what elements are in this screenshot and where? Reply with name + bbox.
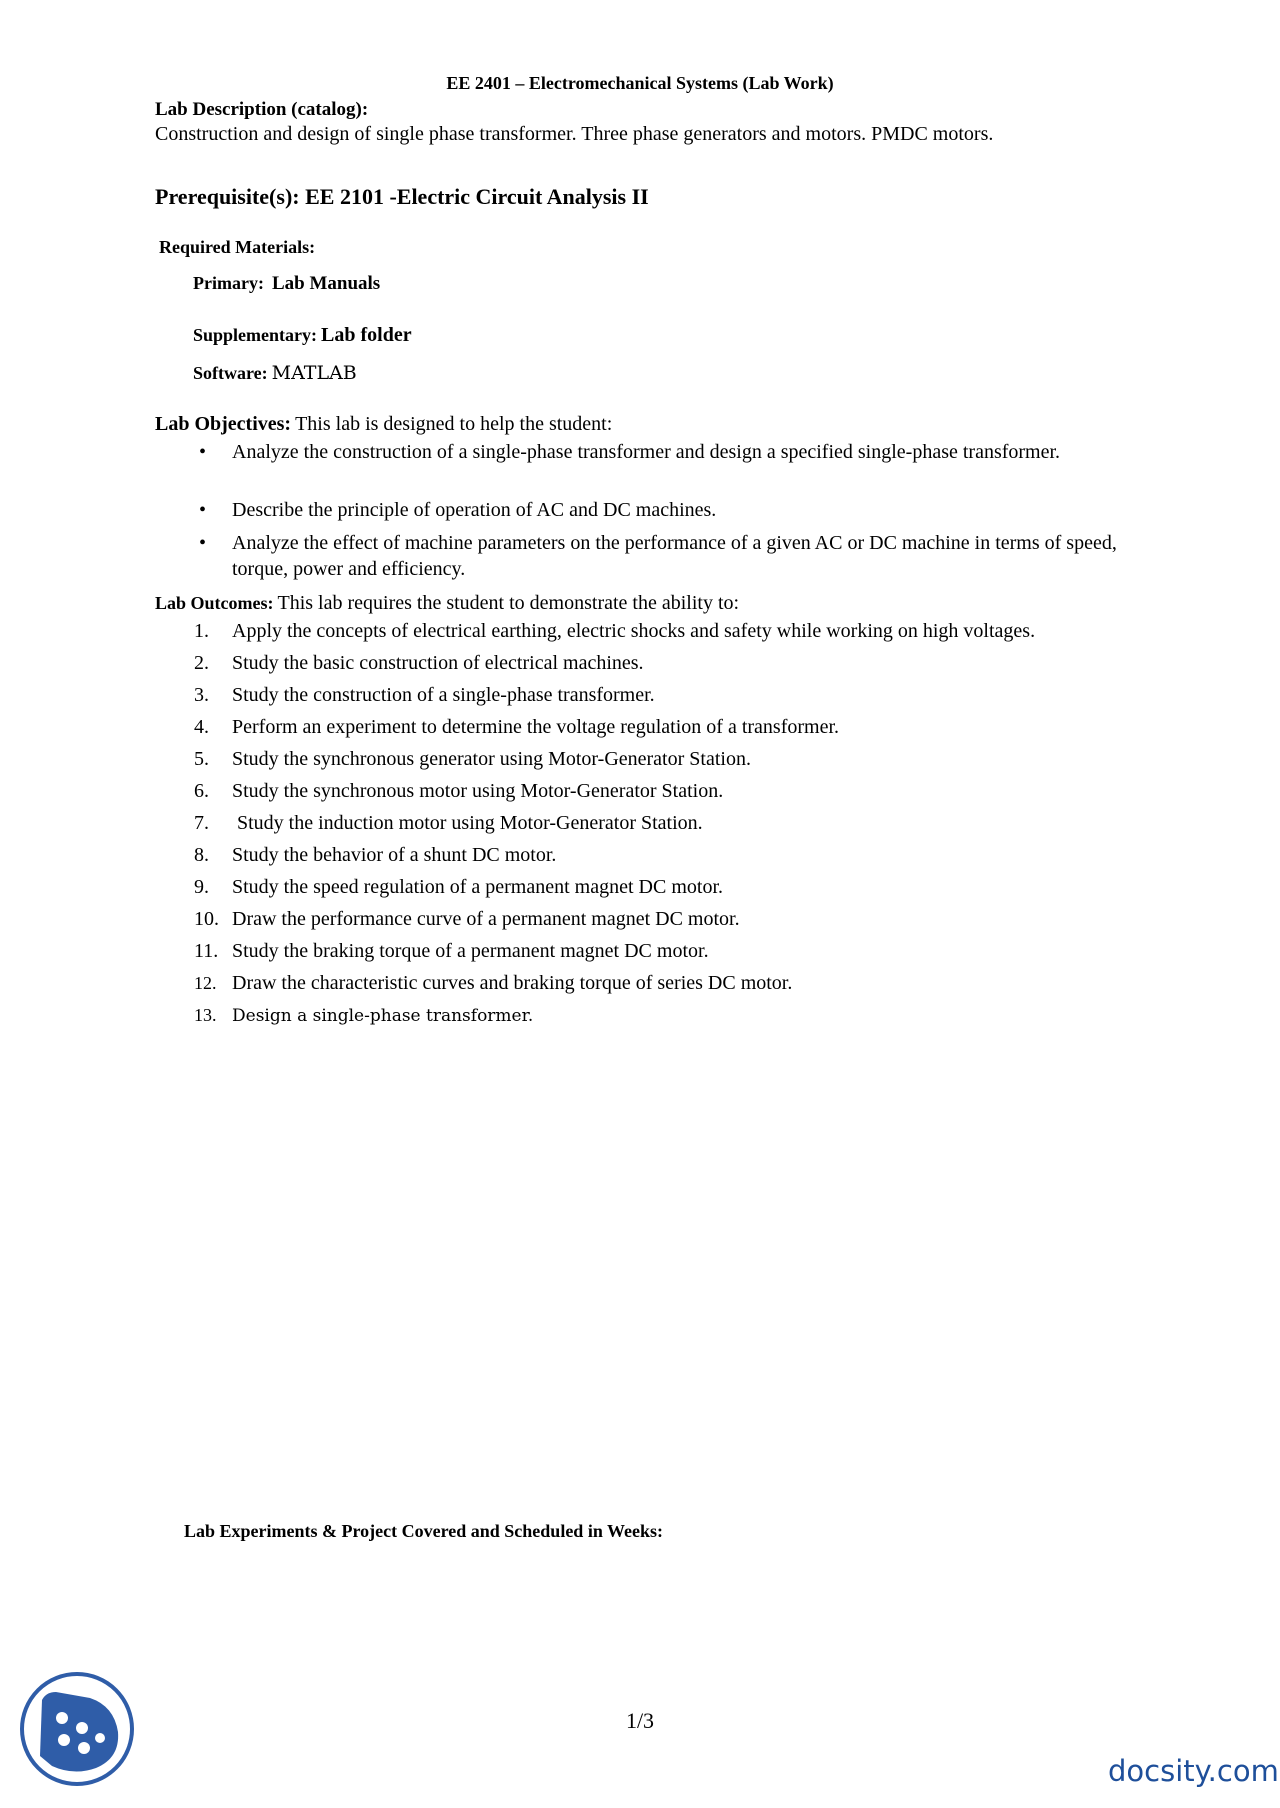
bullet-icon: • (199, 499, 207, 521)
outcome-text: Study the behavior of a shunt DC motor. (232, 844, 557, 866)
software-value: MATLAB (271, 362, 357, 384)
outcome-number: 5. (194, 748, 209, 770)
docsity-brand-link[interactable]: docsity.com (1108, 1754, 1279, 1788)
list-item (194, 747, 751, 771)
list-item (194, 875, 723, 899)
outcome-number: 3. (194, 684, 209, 706)
outcome-text: Perform an experiment to determine the voltage regulation of a transformer. (232, 716, 840, 738)
list-item (199, 497, 1132, 523)
outcome-text: Study the basic construction of electrical machines. (232, 652, 644, 674)
required-materials-label: Required Materials: (159, 237, 316, 257)
lab-description-text: Construction and design of single phase transformer. Three phase generators and motors. PMDC motors. (155, 123, 994, 145)
list-item (194, 715, 839, 739)
list-item (194, 779, 723, 803)
primary-label: Primary: (193, 273, 264, 293)
objective-text: Analyze the construction of a single-phase transformer and design a specified single-phase transformer. (232, 441, 1061, 463)
outcome-number: 6. (194, 780, 209, 802)
lab-objectives-heading (155, 412, 612, 436)
objective-text: Analyze the effect of machine parameters on the performance of a given AC or DC machine in terms of speed, torque, power and efficiency. (232, 532, 1117, 580)
document-title: EE 2401 – Electromechanical Systems (Lab Work) (446, 73, 834, 93)
lab-objectives-intro: This lab is designed to help the student: (295, 413, 613, 435)
outcome-number: 9. (194, 876, 209, 898)
lab-experiments-heading: Lab Experiments & Project Covered and Scheduled in Weeks: (184, 1521, 664, 1541)
list-item (194, 683, 655, 707)
outcome-text: Design a single-phase transformer. (232, 1006, 534, 1026)
outcome-number: 13. (194, 1005, 217, 1025)
supplementary-value: Lab folder (321, 324, 412, 346)
list-item (194, 971, 792, 995)
outcome-number: 11. (194, 940, 219, 962)
software-material-row (193, 361, 357, 385)
outcome-number: 7. (194, 812, 209, 834)
list-item (194, 619, 1035, 643)
outcome-number: 12. (194, 973, 217, 993)
docsity-logo-graphic (18, 1670, 136, 1788)
list-item (194, 843, 556, 867)
lab-outcomes-label: Lab Outcomes: (155, 593, 274, 613)
lab-outcomes-heading (155, 591, 739, 615)
bullet-icon: • (199, 532, 207, 554)
list-item (194, 651, 644, 675)
list-item (194, 1003, 533, 1028)
list-item (194, 907, 740, 931)
outcome-text: Study the induction motor using Motor-Generator Station. (232, 812, 703, 834)
docsity-logo-icon[interactable] (18, 1670, 136, 1788)
list-item (199, 530, 1132, 582)
objective-text: Describe the principle of operation of AC and DC machines. (232, 499, 717, 521)
lab-description-label: Lab Description (catalog): (155, 99, 369, 120)
outcome-text: Study the construction of a single-phase transformer. (232, 684, 655, 706)
outcome-text: Study the speed regulation of a permanent magnet DC motor. (232, 876, 723, 898)
software-label: Software: (193, 363, 268, 383)
list-item (194, 811, 703, 835)
list-item (199, 439, 1132, 465)
outcome-number: 10. (194, 908, 219, 930)
list-item (194, 939, 709, 963)
prerequisite-heading: Prerequisite(s): EE 2101 -Electric Circuit Analysis II (155, 184, 649, 209)
primary-value: Lab Manuals (271, 273, 381, 294)
primary-material-row (193, 272, 380, 295)
outcome-number: 2. (194, 652, 209, 674)
outcome-text: Draw the characteristic curves and braking torque of series DC motor. (232, 972, 793, 994)
supplementary-material-row (193, 323, 412, 347)
lab-objectives-label: Lab Objectives: (155, 413, 292, 435)
outcome-text: Study the synchronous motor using Motor-Generator Station. (232, 780, 724, 802)
outcome-text: Draw the performance curve of a permanent magnet DC motor. (232, 908, 740, 930)
outcome-number: 4. (194, 716, 209, 738)
bullet-icon: • (199, 441, 207, 463)
lab-outcomes-intro: This lab requires the student to demonstrate the ability to: (277, 592, 740, 614)
outcome-number: 8. (194, 844, 209, 866)
outcome-text: Study the braking torque of a permanent magnet DC motor. (232, 940, 709, 962)
supplementary-label: Supplementary: (193, 325, 318, 345)
outcome-text: Apply the concepts of electrical earthing, electric shocks and safety while working on high voltages. (232, 620, 1036, 642)
page-number: 1/3 (625, 1708, 655, 1733)
outcome-text: Study the synchronous generator using Motor-Generator Station. (232, 748, 751, 770)
outcome-number: 1. (194, 620, 209, 642)
